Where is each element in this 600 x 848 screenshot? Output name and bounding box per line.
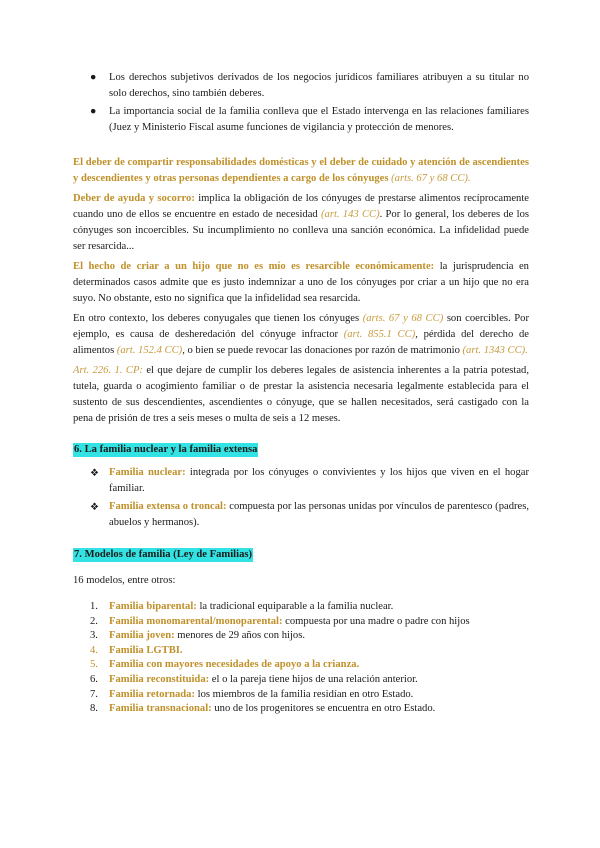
section-7 [73,544,529,717]
duty-heading-ref: (arts. 67 y 68 CC). [391,173,471,184]
term-text: compuesta por las personas unidas por vínculos de parentesco (padres, abuelos y hermanos). [109,501,530,528]
art226-paragraph [73,363,529,427]
list-item [73,600,529,615]
list-number: 3. [90,630,98,642]
list-number: 7. [90,688,98,700]
list-item [73,658,529,673]
term-text: la tradicional equiparable a la familia nuclear. [196,601,394,612]
otro-text: En otro contexto, los deberes conyugales que tienen los cónyuges [73,313,363,324]
section-7-heading: 7. Modelos de familia (Ley de Familias) [74,549,253,560]
ayuda-ref: (art. 143 CC) [321,209,380,220]
term: Familia joven: [109,630,175,642]
section-6-heading: 6. La familia nuclear y la familia extensa [74,444,258,455]
term-text: el o la pareja tiene hijos de una relación anterior. [209,673,418,685]
art226-ref: Art. 226. 1. CP: [73,365,143,376]
otro-ref: (art. 855.1 CC) [343,329,416,340]
otro-ref: (arts. 67 y 68 CC) [362,313,444,324]
list-number: 2. [90,615,98,627]
list-item [73,702,529,717]
list-item [73,644,529,659]
top-bullet-list [73,70,529,136]
term: Familia LGTBI. [109,644,183,656]
ayuda-title: Deber de ayuda y socorro: [73,193,195,204]
list-item [73,688,529,703]
otro-paragraph [73,311,529,359]
section-6 [73,439,529,531]
list-item-text: La importancia social de la familia conlleva que el Estado intervenga en las relaciones familiares (Juez y Ministerio Fiscal asume funciones de vigilancia y protección de menores. [109,106,529,133]
list-item [73,673,529,688]
term: Familia transnacional: [109,703,212,715]
term-text: los miembros de la familia residían en otro Estado. [195,688,414,700]
otro-ref: (art. 152.4 CC) [116,345,183,356]
term: Familia extensa o troncal: [109,501,227,512]
duty-heading-text: El deber de compartir responsabilidades domésticas y el deber de cuidado y atención de ascendientes y descendientes y otras personas dependientes a cargo de los cónyuges [73,157,529,184]
list-number: 8. [90,703,98,715]
list-number: 6. [90,673,98,685]
hecho-paragraph [73,259,529,307]
otro-text: , o bien se puede revocar las donaciones por razón de matrimonio [182,345,463,356]
duty-heading [73,155,529,187]
ayuda-text: implica la obligación de los cónyuges de prestarse alimentos recíprocamente cuando uno de ellos se encuentre en estado de necesidad [73,193,529,220]
list-item [73,499,529,531]
list-item [73,615,529,630]
ayuda-paragraph [73,191,529,255]
section-6-list [73,465,529,531]
list-item [73,465,529,497]
otro-text: , pérdida del derecho de alimentos [73,329,529,356]
otro-ref: (art. 1343 CC). [462,345,528,356]
list-item [73,629,529,644]
list-item [73,104,529,136]
hecho-text: la jurisprudencia en determinados casos admite que es justo indemnizar a uno de los cónyuges por criar a un hijo que no era suyo. No obstante, esto no significa que la infidelidad sea resarcida. [73,261,529,304]
list-number: 1. [90,601,98,612]
section-7-intro: 16 modelos, entre otros: [73,575,176,586]
diamond-bullet-icon: ❖ [90,502,99,513]
term-text: integrada por los cónyuges o convivientes y los hijos que viven en el hogar familiar. [109,467,530,494]
list-item [73,70,529,102]
term: Familia monomarental/monoparental: [109,615,283,627]
bullet-icon: ● [90,106,97,117]
hecho-title: El hecho de criar a un hijo que no es mío es resarcible económicamente: [73,261,435,272]
term: Familia biparental: [109,601,197,612]
term-text: uno de los progenitores se encuentra en otro Estado. [211,703,436,715]
art226-text: el que dejare de cumplir los deberes legales de asistencia inherentes a la patria potestad, tutela, guarda o acogimiento familiar o de prestar la asistencia necesaria legalmente establecida para el sustento de sus descendientes, ascendientes o cónyuge, que se hallen necesitados, será castigado con la pena de prisión de tres a seis meses o multa de seis a 12 meses. [73,365,529,424]
list-number: 5. [90,659,98,671]
list-item-text: Los derechos subjetivos derivados de los negocios jurídicos familiares atribuyen a su titular no solo derechos, sino también deberes. [109,72,529,99]
section-7-list [73,600,529,717]
term: Familia nuclear: [109,467,186,478]
bullet-icon: ● [90,72,97,83]
term: Familia retornada: [109,688,196,700]
ayuda-text-cont: . Por lo general, los deberes de los cónyuges son incoercibles. Su incumplimiento no conlleva una sanción económica. La infidelidad puede ser resarcida... [73,209,529,252]
list-number: 4. [90,644,98,656]
term-text: menores de 29 años con hijos. [174,630,305,642]
term: Familia con mayores necesidades de apoyo a la crianza. [109,659,360,671]
diamond-bullet-icon: ❖ [90,468,99,479]
term-text: compuesta por una madre o padre con hijos [282,615,470,627]
otro-text: son coercibles. Por ejemplo, es causa de desheredación del cónyuge infractor [73,313,529,340]
term: Familia reconstituida: [109,673,210,685]
